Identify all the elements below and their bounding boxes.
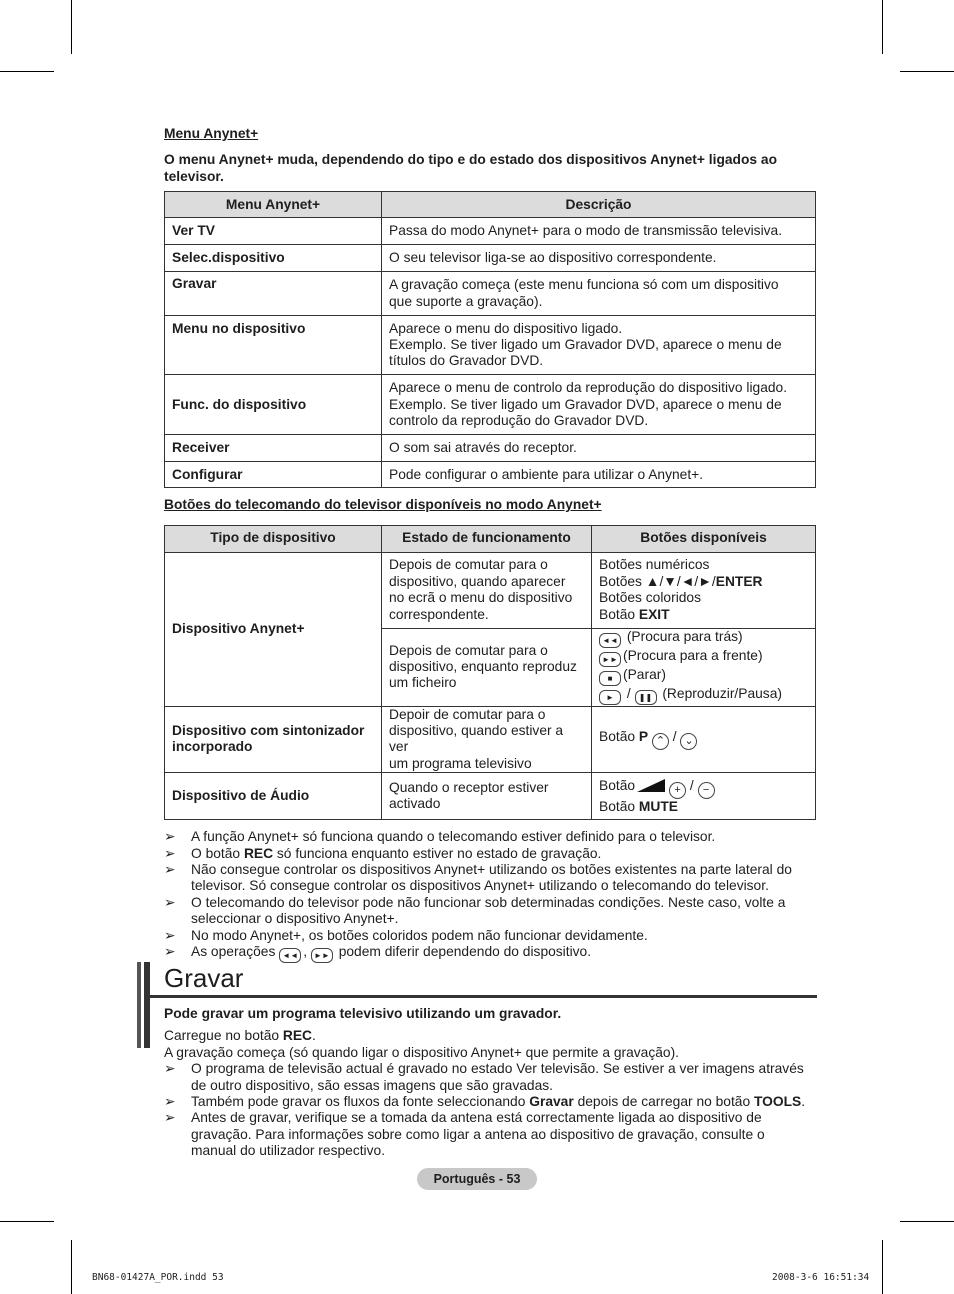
table-row bbox=[165, 462, 816, 488]
menu-item-desc: Passa do modo Anynet+ para o modo de transmissão televisiva. bbox=[382, 218, 816, 245]
state-line: dispositivo, quando aparecer bbox=[389, 573, 566, 589]
button-prefix: Botão bbox=[599, 728, 639, 744]
note-text: Antes de gravar, verifique se a tomada da antena está correctamente ligada ao dispositivo de bbox=[191, 1110, 762, 1126]
fast-forward-icon: ►► bbox=[311, 948, 333, 963]
arrow-icon: ➢ bbox=[164, 894, 176, 910]
note-text: . bbox=[801, 1094, 806, 1110]
fast-forward-icon: ►► bbox=[599, 652, 621, 667]
col-header: Botões disponíveis bbox=[592, 525, 816, 552]
button-line bbox=[599, 667, 808, 686]
desc-line: Aparece o menu do dispositivo ligado. bbox=[389, 320, 623, 336]
note-text: televisor. Só consegue controlar os dispositivos Anynet+ utilizando o telecomando do televisor. bbox=[191, 878, 769, 894]
note-text: seleccionar o dispositivo Anynet+. bbox=[191, 911, 399, 927]
available-buttons bbox=[592, 773, 816, 820]
crop-mark bbox=[900, 71, 954, 72]
play-icon: ► bbox=[599, 690, 621, 705]
gravar-press bbox=[164, 1028, 816, 1044]
press-text: . bbox=[312, 1028, 316, 1044]
desc-line: Exemplo. Se tiver ligado um Gravador DVD, aparece o menu de bbox=[389, 337, 782, 353]
table-row bbox=[165, 773, 816, 820]
crop-mark bbox=[882, 1240, 883, 1294]
button-line bbox=[599, 799, 808, 815]
gravar-intro: Pode gravar um programa televisivo utilizando um gravador. bbox=[164, 1006, 562, 1021]
arrow-icon: ➢ bbox=[164, 927, 176, 943]
volume-up-icon: + bbox=[669, 782, 686, 799]
rewind-icon: ◄◄ bbox=[599, 633, 621, 648]
desc-line: Aparece o menu de controlo da reprodução do dispositivo ligado. bbox=[389, 380, 788, 396]
mute-label: MUTE bbox=[638, 798, 678, 814]
button-line bbox=[599, 778, 808, 799]
arrow-icon: ➢ bbox=[164, 1094, 176, 1110]
table-row bbox=[165, 218, 816, 245]
col-header: Estado de funcionamento bbox=[382, 525, 592, 552]
arrow-icon: ➢ bbox=[164, 829, 176, 845]
table-row bbox=[165, 435, 816, 462]
arrow-icon: ➢ bbox=[164, 1110, 176, 1126]
state-line: um ficheiro bbox=[389, 675, 457, 691]
desc-line: A gravação começa (este menu funciona só com um dispositivo bbox=[389, 277, 779, 293]
col-header: Menu Anynet+ bbox=[165, 192, 382, 218]
menu-item-desc: O seu televisor liga-se ao dispositivo correspondente. bbox=[382, 245, 816, 272]
slash: / bbox=[668, 728, 681, 744]
menu-item-name: Receiver bbox=[165, 435, 382, 462]
table-row bbox=[165, 375, 816, 435]
menu-item-name: Ver TV bbox=[165, 218, 382, 245]
button-line bbox=[599, 607, 808, 623]
arrow-icon: ➢ bbox=[164, 944, 176, 960]
crop-mark bbox=[882, 0, 883, 54]
menu-item-desc bbox=[382, 375, 816, 435]
available-buttons bbox=[592, 628, 816, 706]
state-line: um programa televisivo bbox=[389, 755, 532, 771]
mute-prefix: Botão bbox=[599, 798, 639, 814]
note-item bbox=[164, 862, 816, 895]
remote-buttons-table bbox=[164, 525, 816, 821]
page-number-badge: Português - 53 bbox=[417, 1168, 537, 1190]
volume-icon bbox=[637, 779, 665, 792]
rewind-icon: ◄◄ bbox=[279, 948, 301, 963]
device-line: Dispositivo com sintonizador bbox=[172, 723, 365, 739]
menu-item-name: Gravar bbox=[165, 272, 382, 316]
operating-state bbox=[382, 773, 592, 820]
menu-item-desc bbox=[382, 316, 816, 375]
note-text: A função Anynet+ só funciona quando o telecomando estiver definido para o televisor. bbox=[191, 829, 716, 845]
slash: / bbox=[686, 777, 698, 793]
note-text: , bbox=[303, 944, 311, 960]
state-line: no ecrã o menu do dispositivo bbox=[389, 590, 573, 606]
col-header: Tipo de dispositivo bbox=[165, 525, 382, 552]
state-line: activado bbox=[389, 796, 441, 812]
button-prefix: Botão bbox=[599, 777, 636, 793]
menu-item-desc bbox=[382, 272, 816, 316]
desc-line: Exemplo. Se tiver ligado um Gravador DVD, aparece o menu de bbox=[389, 396, 782, 412]
channel-down-icon: ⌄ bbox=[680, 733, 697, 750]
operating-state bbox=[382, 628, 592, 706]
section-bar bbox=[144, 962, 150, 1048]
crop-mark bbox=[0, 1221, 54, 1222]
anynet-menu-table bbox=[164, 191, 816, 488]
note-item bbox=[164, 829, 816, 845]
channel-up-icon: ⌃ bbox=[652, 733, 669, 750]
crop-mark bbox=[900, 1221, 954, 1222]
note-text: só funciona enquanto estiver no estado de gravação. bbox=[273, 845, 602, 861]
channel-label: P bbox=[638, 728, 649, 744]
press-text: Carregue no botão bbox=[164, 1028, 283, 1044]
print-info-file: BN68-01427A_POR.indd 53 bbox=[92, 1272, 224, 1283]
pause-icon: ❚❚ bbox=[635, 690, 657, 705]
button-line: Botões coloridos bbox=[599, 590, 702, 606]
stop-label: (Parar) bbox=[623, 667, 666, 683]
note-text: podem diferir dependendo do dispositivo. bbox=[334, 944, 592, 960]
table-row bbox=[165, 706, 816, 773]
gravar-start: A gravação começa (só quando ligar o dispositivo Anynet+ que permite a gravação). bbox=[164, 1044, 680, 1060]
desc-line: títulos do Gravador DVD. bbox=[389, 353, 544, 369]
device-line: incorporado bbox=[172, 739, 253, 755]
section-intro: O menu Anynet+ muda, dependendo do tipo e do estado dos dispositivos Anynet+ ligados ao televisor. bbox=[164, 152, 778, 184]
enter-label: ENTER bbox=[715, 573, 763, 589]
arrow-icon: ➢ bbox=[164, 862, 176, 878]
forward-label: (Procura para a frente) bbox=[623, 648, 763, 664]
note-text: O botão bbox=[191, 845, 244, 861]
button-line: Botões numéricos bbox=[599, 557, 710, 573]
available-buttons bbox=[592, 706, 816, 773]
note-text: O programa de televisão actual é gravado no estado Ver televisão. Se estiver a ver imagens através bbox=[191, 1061, 804, 1077]
crop-mark bbox=[0, 71, 54, 72]
note-text: depois de carregar no botão bbox=[573, 1094, 754, 1110]
crop-mark bbox=[71, 0, 72, 54]
arrows-label: Botões ▲/▼/◄/►/ bbox=[599, 573, 716, 589]
table-row bbox=[165, 272, 816, 316]
state-line: Depois de comutar para o bbox=[389, 557, 548, 573]
desc-line: controlo da reprodução do Gravador DVD. bbox=[389, 412, 649, 428]
device-type: Dispositivo Anynet+ bbox=[165, 552, 382, 706]
notes-list bbox=[164, 829, 816, 963]
button-line bbox=[599, 629, 808, 648]
section-bar bbox=[137, 962, 141, 1048]
operating-state bbox=[382, 552, 592, 628]
state-line: dispositivo, enquanto reproduz bbox=[389, 658, 577, 674]
note-text: Não consegue controlar os dispositivos Anynet+ utilizando os botões existentes na parte lateral do bbox=[191, 862, 792, 878]
title-rule bbox=[150, 995, 817, 998]
button-line bbox=[599, 686, 808, 705]
table-row bbox=[165, 316, 816, 375]
rewind-label: (Procura para trás) bbox=[623, 629, 743, 645]
note-text: de outro dispositivo, são essas imagens que são gravadas. bbox=[191, 1077, 553, 1093]
button-line bbox=[599, 574, 808, 590]
menu-item-name: Func. do dispositivo bbox=[165, 375, 382, 435]
note-text: Também pode gravar os fluxos da fonte seleccionando bbox=[191, 1094, 530, 1110]
note-text: gravação. Para informações sobre como ligar a antena ao dispositivo de gravação, consulte o bbox=[191, 1126, 765, 1142]
table-row bbox=[165, 245, 816, 272]
rec-label: REC bbox=[282, 1028, 313, 1044]
anynet-menu-section bbox=[164, 126, 816, 963]
note-item bbox=[164, 944, 816, 963]
print-info-date: 2008-3-6 16:51:34 bbox=[772, 1272, 870, 1283]
note-text: manual do utilizador respectivo. bbox=[191, 1143, 386, 1159]
note-text: No modo Anynet+, os botões coloridos podem não funcionar devidamente. bbox=[191, 927, 648, 943]
col-header: Descrição bbox=[382, 192, 816, 218]
exit-prefix: Botão bbox=[599, 606, 639, 622]
menu-item-name: Selec.dispositivo bbox=[165, 245, 382, 272]
arrow-icon: ➢ bbox=[164, 1061, 176, 1077]
play-pause-label: (Reproduzir/Pausa) bbox=[658, 686, 782, 702]
buttons-heading: Botões do telecomando do televisor disponíveis no modo Anynet+ bbox=[164, 497, 602, 513]
table-row bbox=[165, 552, 816, 628]
button-line bbox=[599, 648, 808, 667]
arrow-icon: ➢ bbox=[164, 845, 176, 861]
note-text: O telecomando do televisor pode não funcionar sob determinadas condições. Neste caso, volte a bbox=[191, 894, 786, 910]
volume-down-icon: − bbox=[698, 782, 715, 799]
desc-line: que suporte a gravação). bbox=[389, 293, 543, 309]
state-line: correspondente. bbox=[389, 606, 489, 622]
menu-item-name: Configurar bbox=[165, 462, 382, 488]
slash: / bbox=[623, 686, 635, 702]
section-heading: Menu Anynet+ bbox=[164, 126, 259, 141]
page-title: Gravar bbox=[164, 963, 244, 993]
state-line: Quando o receptor estiver bbox=[389, 779, 549, 795]
stop-icon: ■ bbox=[599, 671, 621, 686]
note-text: As operações bbox=[191, 944, 280, 960]
device-type bbox=[165, 706, 382, 773]
exit-label: EXIT bbox=[638, 606, 670, 622]
menu-item-desc: Pode configurar o ambiente para utilizar o Anynet+. bbox=[382, 462, 816, 488]
note-item bbox=[164, 895, 816, 928]
available-buttons bbox=[592, 552, 816, 628]
operating-state bbox=[382, 706, 592, 773]
note-bold: TOOLS bbox=[753, 1094, 802, 1110]
gravar-section bbox=[164, 1006, 816, 1160]
device-type: Dispositivo de Áudio bbox=[165, 773, 382, 820]
menu-item-desc: O som sai através do receptor. bbox=[382, 435, 816, 462]
crop-mark bbox=[71, 1240, 72, 1294]
state-line: Depoir de comutar para o bbox=[389, 706, 546, 722]
note-bold: REC bbox=[243, 845, 274, 861]
menu-item-name: Menu no dispositivo bbox=[165, 316, 382, 375]
state-line: dispositivo, quando estiver a ver bbox=[389, 723, 564, 755]
note-item bbox=[164, 1094, 816, 1110]
note-item bbox=[164, 928, 816, 944]
note-item bbox=[164, 846, 816, 862]
note-bold: Gravar bbox=[529, 1094, 574, 1110]
state-line: Depois de comutar para o bbox=[389, 642, 548, 658]
note-item bbox=[164, 1061, 816, 1094]
note-item bbox=[164, 1110, 816, 1159]
